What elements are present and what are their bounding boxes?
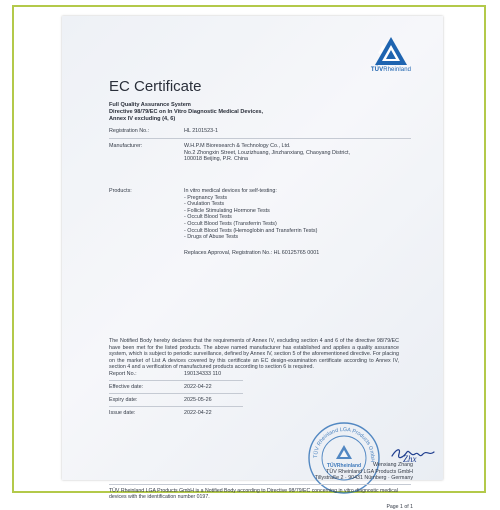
manufacturer-value: W.H.P.M Bioresearch & Technology Co., Ltd. No.2 Zhongxin Street, Louzizhuang, Jinzhanxiang, Chaoyang District, 100018 Beijing, P.R. China (184, 143, 351, 163)
registration-value: HL 2101523-1 (184, 128, 218, 134)
expiry-label: Expiry date: (109, 397, 138, 403)
issue-label: Issue date: (109, 410, 136, 416)
signatory-address: Tillystraße 2 · 90431 Nürnberg · Germany (314, 475, 413, 482)
svg-text:TÜV Rheinland LGA Products Gmb: TÜV Rheinland LGA Products GmbH (312, 426, 376, 463)
expiry-value: 2025-05-26 (184, 397, 212, 403)
list-item: - Drugs of Abuse Tests (184, 234, 239, 241)
effective-value: 2022-04-22 (184, 384, 212, 390)
divider (109, 393, 243, 394)
brand-name: TÜVRheinland (370, 67, 412, 73)
list-item: - Occult Blood Tests (Transferrin Tests) (184, 220, 277, 227)
report-label: Report No.: (109, 371, 137, 377)
divider (109, 406, 243, 407)
footer-note: TÜV Rheinland LGA Products GmbH is a Notified Body according to Directive 98/79/EC concerning in vitro diagnostic medical devices with the identification number 0197. (109, 488, 398, 501)
certificate-title: EC Certificate (109, 78, 202, 95)
list-item: - Occult Blood Tests (Hemoglobin and Transferrin Tests) (184, 227, 318, 234)
certificate-subtitle: Full Quality Assurance System Directive 98/79/EC on In Vitro Diagnostic Medical Devices, Annex IV excluding (4, 6) (109, 102, 264, 123)
list-item: In vitro medical devices for self-testing: (184, 188, 277, 194)
notified-body-statement: The Notified Body hereby declares that the requirements of Annex IV, excluding section 4 and 6 of the directive 98/79/EC have been met for the listed products. The above named manufacturer has established and applies a quality assurance system, which is subject to periodic surveillance, defined by Annex IV, section 5 of the aforementioned directive. For placing on the market of List A devices covered by this certificate an EC design-examination certificate according to Annex IV, section 4 and a verification of manufactured products according to section 6 is required. (109, 338, 399, 371)
list-item: - Pregnancy Tests (184, 194, 228, 201)
replaces-approval: Replaces Approval, Registration No.: HL 60125765 0001 (184, 250, 320, 256)
divider (109, 380, 243, 381)
products-list (184, 188, 317, 241)
signatory-block (315, 462, 413, 482)
certificate-document (62, 16, 443, 510)
list-item: - Follicle Stimulating Hormone Tests (184, 207, 270, 214)
products-label: Products: (109, 188, 132, 194)
manufacturer-label: Manufacturer: (109, 143, 143, 149)
svg-text:TÜVRheinland: TÜVRheinland (326, 463, 362, 469)
list-item: - Occult Blood Tests (184, 214, 232, 221)
report-value: 190134333 110 (184, 371, 222, 377)
tuv-triangle-logo-icon (374, 36, 408, 66)
divider (109, 138, 411, 139)
divider (109, 484, 411, 485)
list-item: - Ovulation Tests (184, 201, 225, 208)
signatory-org: TÜV Rheinland LGA Products GmbH (326, 468, 413, 475)
tuv-logo (361, 36, 421, 73)
svg-text:Zhx: Zhx (403, 454, 417, 464)
signatory-name: Wenxiang Zhang (373, 462, 413, 468)
registration-label: Registration No.: (109, 128, 150, 134)
effective-label: Effective date: (109, 384, 144, 390)
issue-value: 2022-04-22 (184, 410, 212, 416)
page-number: Page 1 of 1 (386, 504, 413, 510)
